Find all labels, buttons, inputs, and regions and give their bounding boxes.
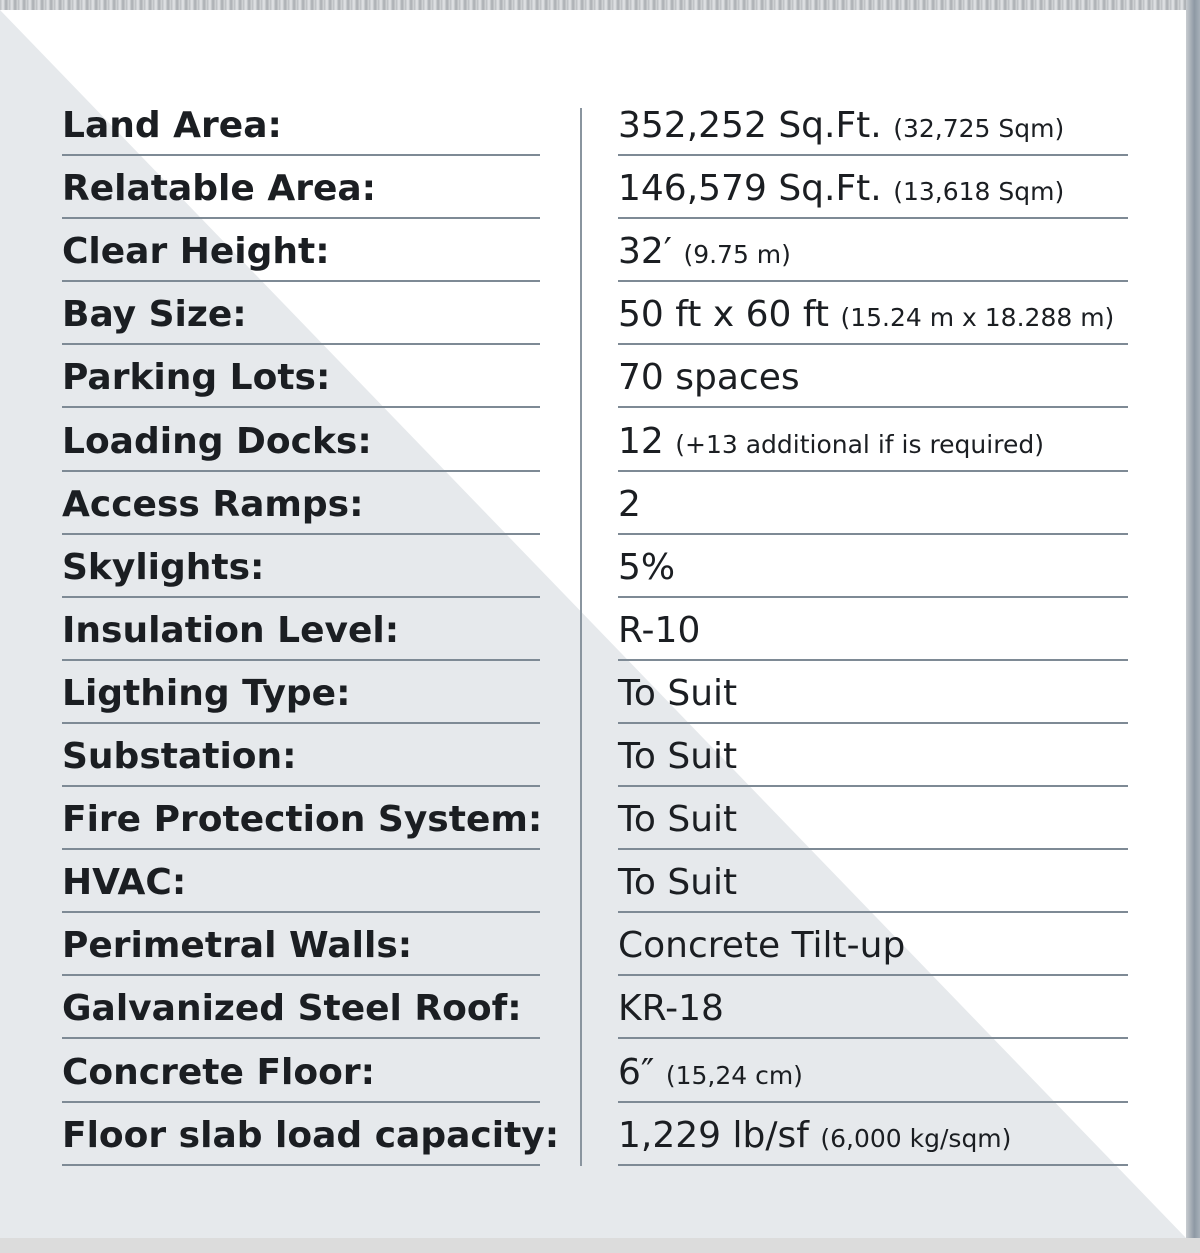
spec-value: To Suit [618,855,1128,913]
spec-value: 12 (+13 additional if is required) [618,414,1128,472]
spec-row [0,918,1186,981]
spec-label: Clear Height: [62,224,540,282]
spec-value: 5% [618,540,1128,598]
spec-label: Concrete Floor: [62,1045,540,1103]
spec-unit: (9.75 m) [683,240,791,270]
spec-value: To Suit [618,729,1128,787]
spec-value: 1,229 lb/sf (6,000 kg/sqm) [618,1108,1128,1166]
spec-value: 32′ (9.75 m) [618,224,1128,282]
spec-label: Parking Lots: [62,350,540,408]
spec-value: Concrete Tilt-up [618,918,1128,976]
spec-label: Perimetral Walls: [62,918,540,976]
spec-label: Relatable Area: [62,161,540,219]
spec-label: Skylights: [62,540,540,598]
spec-label: Substation: [62,729,540,787]
spec-label: Ligthing Type: [62,666,540,724]
spec-value: KR-18 [618,981,1128,1039]
spec-value: R-10 [618,603,1128,661]
spec-row [0,161,1186,224]
spec-label: Galvanized Steel Roof: [62,981,540,1039]
spec-value: 2 [618,477,1128,535]
spec-unit: (+13 additional if is required) [675,429,1044,459]
spec-unit: (6,000 kg/sqm) [820,1123,1012,1153]
spec-label: Insulation Level: [62,603,540,661]
spec-row [0,540,1186,603]
spec-label: Land Area: [62,98,540,156]
spec-label: HVAC: [62,855,540,913]
spec-value: 146,579 Sq.Ft. (13,618 Sqm) [618,161,1128,219]
spec-value: 50 ft x 60 ft (15.24 m x 18.288 m) [618,287,1128,345]
spec-label: Floor slab load capacity: [62,1108,540,1166]
spec-row [0,603,1186,666]
spec-row [0,477,1186,540]
spec-row [0,855,1186,918]
spec-value: 6″ (15,24 cm) [618,1045,1128,1103]
spec-unit: (15.24 m x 18.288 m) [840,303,1115,333]
spec-unit: (13,618 Sqm) [893,177,1065,207]
spec-unit: (32,725 Sqm) [893,114,1065,143]
spec-row [0,666,1186,729]
spec-value: 352,252 Sq.Ft. (32,725 Sqm) [618,98,1128,156]
spec-label: Access Ramps: [62,477,540,535]
spec-row [0,98,1186,161]
spec-value: 70 spaces [618,350,1128,408]
spec-value: To Suit [618,666,1128,724]
bottom-edge [0,1238,1200,1253]
spec-label: Loading Docks: [62,414,540,472]
spec-label: Bay Size: [62,287,540,345]
spec-row [0,792,1186,855]
spec-row [0,729,1186,792]
right-edge-shadow [1186,0,1200,1253]
spec-label: Fire Protection System: [62,792,540,850]
spec-value: To Suit [618,792,1128,850]
spec-row [0,1108,1186,1171]
spec-unit: (15,24 cm) [665,1060,803,1090]
spec-row [0,414,1186,477]
spec-sheet [0,10,1186,1238]
top-edge-texture [0,0,1200,10]
spec-row [0,350,1186,413]
spec-row [0,1045,1186,1108]
spec-row [0,981,1186,1044]
spec-row [0,287,1186,350]
spec-row [0,224,1186,287]
